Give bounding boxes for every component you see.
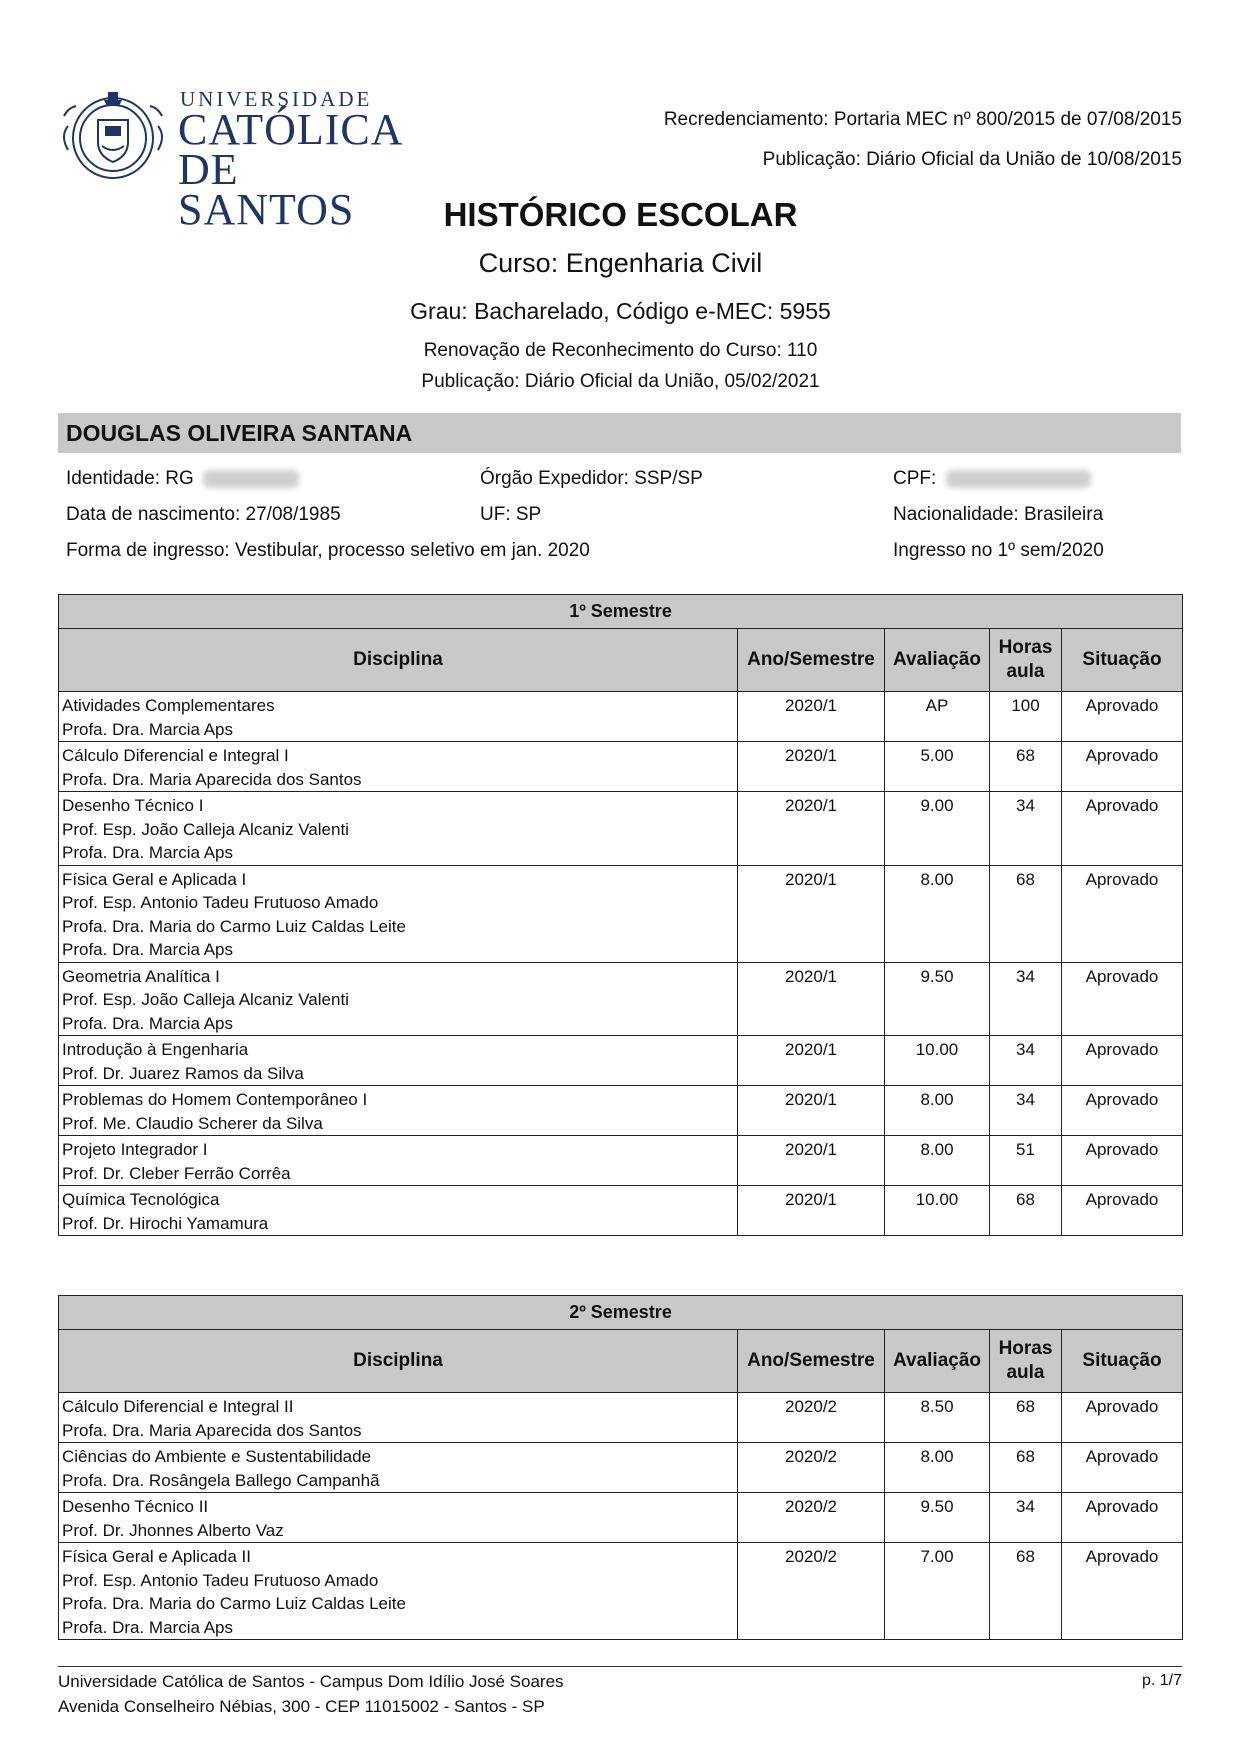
professor-name: Profa. Dra. Marcia Aps	[62, 1617, 234, 1637]
table-row	[59, 1086, 1183, 1136]
logo-line-3: DE SANTOS	[178, 145, 355, 234]
page-title: HISTÓRICO ESCOLAR	[443, 196, 798, 233]
professor-name: Prof. Dr. Hirochi Yamamura	[62, 1213, 269, 1233]
table-row	[59, 692, 1183, 742]
col-horas: Horas aula	[990, 629, 1062, 692]
professor-name: Profa. Dra. Rosângela Ballego Campanhã	[62, 1470, 380, 1490]
discipline-cell	[59, 865, 738, 962]
logo-line-2: CATÓLICA	[178, 105, 404, 154]
year-semester-cell: 2020/1	[738, 1086, 885, 1136]
professor-name: Prof. Esp. João Calleja Alcaniz Valenti	[62, 819, 349, 839]
status-cell: Aprovado	[1062, 962, 1183, 1036]
discipline-cell	[59, 1393, 738, 1443]
hours-cell: 68	[990, 1543, 1062, 1640]
discipline-cell	[59, 1036, 738, 1086]
col-disciplina: Disciplina	[59, 1330, 738, 1393]
year-semester-cell: 2020/2	[738, 1393, 885, 1443]
footer-address-1: Universidade Católica de Santos - Campus Dom Idílio José Soares	[58, 1672, 564, 1691]
redacted-rg	[203, 470, 299, 488]
status-cell: Aprovado	[1062, 1393, 1183, 1443]
year-semester-cell: 2020/2	[738, 1443, 885, 1493]
grade-cell: 5.00	[885, 742, 990, 792]
birth-date: Data de nascimento: 27/08/1985	[66, 504, 341, 525]
professor-name: Prof. Dr. Juarez Ramos da Silva	[62, 1063, 304, 1083]
table-row	[59, 1186, 1183, 1236]
professor-name: Profa. Dra. Marcia Aps	[62, 940, 234, 959]
discipline-name: Atividades Complementares	[62, 696, 275, 715]
status-cell: Aprovado	[1062, 865, 1183, 962]
hours-cell: 68	[990, 1186, 1062, 1236]
discipline-name: Desenho Técnico I	[62, 796, 204, 815]
professor-name: Prof. Esp. Antonio Tadeu Frutuoso Amado	[62, 893, 379, 912]
year-semester-cell: 2020/2	[738, 1493, 885, 1543]
status-cell: Aprovado	[1062, 1186, 1183, 1236]
discipline-cell	[59, 1086, 738, 1136]
professor-name: Profa. Dra. Marcia Aps	[62, 1013, 234, 1033]
course-publicacao-text: Publicação: Diário Oficial da União, 05/02/2021	[421, 371, 820, 392]
professor-name: Prof. Esp. João Calleja Alcaniz Valenti	[62, 990, 349, 1009]
logo-line-1: UNIVERSIDADE	[180, 87, 373, 111]
university-seal-icon	[58, 86, 168, 184]
admission-term: Ingresso no 1º sem/2020	[893, 540, 1104, 561]
table-row	[59, 1036, 1183, 1086]
admission-form: Forma de ingresso: Vestibular, processo seletivo em jan. 2020	[66, 540, 590, 561]
col-avaliacao: Avaliação	[885, 629, 990, 692]
year-semester-cell: 2020/1	[738, 865, 885, 962]
student-name-bar	[58, 413, 1181, 453]
professor-name: Prof. Esp. Antonio Tadeu Frutuoso Amado	[62, 1570, 379, 1590]
publicacao-text: Publicação: Diário Oficial da União de 10/08/2015	[762, 149, 1182, 170]
year-semester-cell: 2020/1	[738, 1136, 885, 1186]
semester-table-1	[58, 594, 1183, 1236]
cpf-label: CPF:	[893, 468, 937, 489]
grade-cell: 10.00	[885, 1036, 990, 1086]
nationality: Nacionalidade: Brasileira	[893, 504, 1104, 525]
hours-cell: 68	[990, 742, 1062, 792]
col-ano: Ano/Semestre	[738, 629, 885, 692]
discipline-cell	[59, 1186, 738, 1236]
discipline-name: Problemas do Homem Contemporâneo I	[62, 1090, 368, 1109]
grade-cell: AP	[885, 692, 990, 742]
table-row	[59, 742, 1183, 792]
status-cell: Aprovado	[1062, 1443, 1183, 1493]
grade-cell: 8.00	[885, 1136, 990, 1186]
professor-name: Prof. Dr. Cleber Ferrão Corrêa	[62, 1163, 291, 1183]
status-cell: Aprovado	[1062, 742, 1183, 792]
hours-cell: 34	[990, 1493, 1062, 1543]
uf-field: UF: SP	[480, 504, 542, 525]
recredenciamento-text: Recredenciamento: Portaria MEC nº 800/2015 de 07/08/2015	[663, 109, 1182, 130]
col-situacao: Situação	[1062, 1330, 1183, 1393]
grade-cell: 9.00	[885, 792, 990, 866]
table-row	[59, 1443, 1183, 1493]
professor-name: Profa. Dra. Marcia Aps	[62, 719, 234, 739]
discipline-name: Física Geral e Aplicada II	[62, 1547, 251, 1566]
discipline-cell	[59, 1543, 738, 1640]
semester-rows	[59, 1393, 1183, 1640]
status-cell: Aprovado	[1062, 792, 1183, 866]
table-row	[59, 1393, 1183, 1443]
grade-cell: 8.00	[885, 865, 990, 962]
semester-rows	[59, 692, 1183, 1236]
col-situacao: Situação	[1062, 629, 1183, 692]
discipline-name: Introdução à Engenharia	[62, 1040, 249, 1059]
discipline-cell	[59, 692, 738, 742]
grade-cell: 8.50	[885, 1393, 990, 1443]
year-semester-cell: 2020/2	[738, 1543, 885, 1640]
grade-cell: 10.00	[885, 1186, 990, 1236]
table-row	[59, 792, 1183, 866]
professor-name: Profa. Dra. Marcia Aps	[62, 843, 234, 862]
discipline-name: Cálculo Diferencial e Integral II	[62, 1397, 294, 1416]
discipline-name: Projeto Integrador I	[62, 1140, 208, 1159]
professor-name: Profa. Dra. Maria Aparecida dos Santos	[62, 769, 362, 789]
orgao-expedidor: Órgão Expedidor: SSP/SP	[480, 468, 703, 489]
degree-text: Grau: Bacharelado, Código e-MEC: 5955	[410, 298, 831, 324]
grade-cell: 9.50	[885, 962, 990, 1036]
page-number: p. 1/7	[1141, 1672, 1182, 1689]
discipline-cell	[59, 742, 738, 792]
table-row	[59, 1136, 1183, 1186]
hours-cell: 34	[990, 792, 1062, 866]
hours-cell: 68	[990, 1443, 1062, 1493]
semester-table-2	[58, 1295, 1183, 1640]
hours-cell: 34	[990, 1086, 1062, 1136]
hours-cell: 34	[990, 962, 1062, 1036]
discipline-name: Geometria Analítica I	[62, 966, 220, 986]
year-semester-cell: 2020/1	[738, 792, 885, 866]
grade-cell: 8.00	[885, 1086, 990, 1136]
professor-name: Prof. Dr. Jhonnes Alberto Vaz	[62, 1520, 284, 1540]
professor-name: Profa. Dra. Maria do Carmo Luiz Caldas Leite	[62, 1594, 406, 1613]
identidade-label: Identidade: RG	[66, 468, 194, 489]
year-semester-cell: 2020/1	[738, 1036, 885, 1086]
renovacao-text: Renovação de Reconhecimento do Curso: 110	[423, 340, 818, 361]
university-logo	[58, 86, 418, 234]
year-semester-cell: 2020/1	[738, 692, 885, 742]
discipline-name: Desenho Técnico II	[62, 1497, 209, 1516]
cpf-field	[893, 468, 1091, 490]
table-row	[59, 865, 1183, 962]
hours-cell: 68	[990, 1393, 1062, 1443]
professor-name: Profa. Dra. Maria do Carmo Luiz Caldas Leite	[62, 916, 406, 936]
status-cell: Aprovado	[1062, 1036, 1183, 1086]
grade-cell: 9.50	[885, 1493, 990, 1543]
discipline-name: Cálculo Diferencial e Integral I	[62, 746, 289, 765]
year-semester-cell: 2020/1	[738, 1186, 885, 1236]
course-text: Curso: Engenharia Civil	[478, 248, 763, 278]
discipline-cell	[59, 1493, 738, 1543]
col-ano: Ano/Semestre	[738, 1330, 885, 1393]
col-avaliacao: Avaliação	[885, 1330, 990, 1393]
discipline-cell	[59, 792, 738, 866]
hours-cell: 100	[990, 692, 1062, 742]
professor-name: Prof. Me. Claudio Scherer da Silva	[62, 1113, 323, 1133]
discipline-name: Física Geral e Aplicada I	[62, 869, 247, 889]
grade-cell: 8.00	[885, 1443, 990, 1493]
hours-cell: 68	[990, 865, 1062, 962]
semester-title: 1º Semestre	[59, 595, 1183, 629]
status-cell: Aprovado	[1062, 1543, 1183, 1640]
semester-title: 2º Semestre	[59, 1296, 1183, 1330]
redacted-cpf	[946, 470, 1091, 488]
discipline-name: Química Tecnológica	[62, 1190, 220, 1209]
year-semester-cell: 2020/1	[738, 962, 885, 1036]
discipline-name: Ciências do Ambiente e Sustentabilidade	[62, 1447, 372, 1466]
year-semester-cell: 2020/1	[738, 742, 885, 792]
status-cell: Aprovado	[1062, 1136, 1183, 1186]
col-disciplina: Disciplina	[59, 629, 738, 692]
professor-name: Profa. Dra. Maria Aparecida dos Santos	[62, 1420, 362, 1440]
identidade-field	[66, 468, 299, 490]
status-cell: Aprovado	[1062, 1493, 1183, 1543]
discipline-cell	[59, 1136, 738, 1186]
col-horas: Horas aula	[990, 1330, 1062, 1393]
status-cell: Aprovado	[1062, 1086, 1183, 1136]
footer-address-2: Avenida Conselheiro Nébias, 300 - CEP 11015002 - Santos - SP	[58, 1697, 545, 1716]
discipline-cell	[59, 1443, 738, 1493]
footer-divider	[58, 1666, 1182, 1667]
table-row	[59, 962, 1183, 1036]
hours-cell: 34	[990, 1036, 1062, 1086]
status-cell: Aprovado	[1062, 692, 1183, 742]
student-name: DOUGLAS OLIVEIRA SANTANA	[66, 420, 413, 446]
grade-cell: 7.00	[885, 1543, 990, 1640]
hours-cell: 51	[990, 1136, 1062, 1186]
table-row	[59, 1493, 1183, 1543]
discipline-cell	[59, 962, 738, 1036]
table-row	[59, 1543, 1183, 1640]
